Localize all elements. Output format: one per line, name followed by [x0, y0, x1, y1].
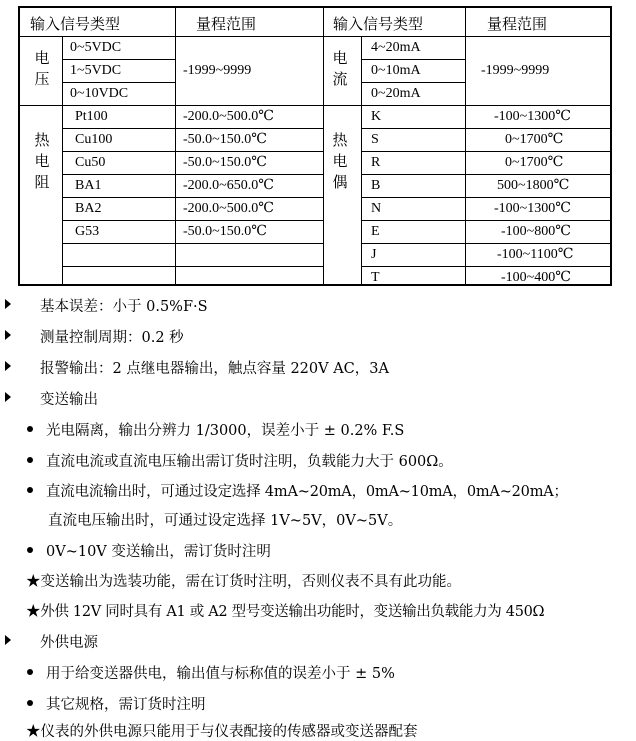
spec-basic-error: 基本误差：小于 0.5%F·S [40, 299, 208, 315]
rtd-type-1: Pt100 [75, 109, 108, 124]
tc-range-6: -100~800℃ [501, 224, 571, 239]
rtd-range-2: -50.0~150.0℃ [183, 132, 267, 147]
group-current-text: 电流 [332, 49, 348, 88]
power-item-2: 其它规格，需订货时注明 [46, 697, 206, 713]
tc-type-6: E [371, 224, 380, 239]
group-current-label [330, 48, 350, 90]
header-input-left: 输入信号类型 [30, 15, 121, 33]
current-signal-3: 0~20mA [371, 86, 421, 101]
header-input-right: 输入信号类型 [333, 15, 424, 33]
bullet-dot-icon [27, 426, 33, 432]
bullet-triangle-icon [5, 635, 11, 645]
group-rtd-text: 热电阻 [34, 131, 50, 191]
tc-range-7: -100~1100℃ [497, 247, 574, 262]
spec-cycle: 测量控制周期：0.2 秒 [40, 330, 184, 346]
bullet-triangle-icon [5, 392, 11, 402]
rtd-type-3: Cu50 [75, 155, 106, 170]
tc-type-2: S [371, 132, 379, 147]
group-rtd-label [32, 130, 52, 193]
input-signal-table [18, 6, 612, 286]
header-range-left: 量程范围 [196, 15, 257, 33]
transmit-note-1: ★变送输出为选装功能，需在订货时注明，否则仪表不具有此功能。 [26, 574, 461, 590]
current-range: -1999~9999 [481, 63, 550, 78]
transmit-item-2: 直流电流或直流电压输出需订货时注明，负载能力大于 600Ω。 [46, 454, 453, 470]
spec-alarm: 报警输出：2 点继电器输出，触点容量 220V AC，3A [40, 361, 389, 377]
current-signal-2: 0~10mA [371, 63, 421, 78]
header-range-right: 量程范围 [487, 15, 548, 33]
tc-type-4: B [371, 178, 381, 193]
tc-type-5: N [371, 201, 382, 216]
power-item-1: 用于给变送器供电，输出值与标称值的误差小于 ± 5% [46, 666, 395, 682]
rtd-range-3: -50.0~150.0℃ [183, 155, 267, 170]
current-signal-1: 4~20mA [371, 40, 421, 55]
rtd-range-4: -200.0~650.0℃ [183, 178, 274, 193]
tc-range-3: 0~1700℃ [505, 155, 564, 170]
rtd-range-6: -50.0~150.0℃ [183, 224, 267, 239]
spec-transmit-title: 变送输出 [40, 392, 98, 408]
rtd-type-6: G53 [75, 224, 100, 239]
spec-power-title: 外供电源 [40, 635, 98, 651]
transmit-item-4: 0V~10V 变送输出，需订货时注明 [46, 544, 271, 560]
rtd-type-5: BA2 [75, 201, 102, 216]
voltage-signal-3: 0~10VDC [70, 86, 129, 101]
transmit-item-3b: 直流电压输出时，可通过设定选择 1V~5V，0V~5V。 [48, 513, 403, 529]
bullet-triangle-icon [5, 361, 11, 371]
bullet-triangle-icon [5, 330, 11, 340]
group-voltage-label [32, 48, 52, 90]
rtd-range-1: -200.0~500.0℃ [183, 109, 274, 124]
rtd-type-4: BA1 [75, 178, 102, 193]
tc-range-5: -100~1300℃ [494, 201, 571, 216]
bullet-dot-icon [27, 700, 33, 706]
transmit-note-2: ★外供 12V 同时具有 A1 或 A2 型号变送输出功能时，变送输出负载能力为 450Ω [26, 604, 545, 620]
voltage-signal-2: 1~5VDC [70, 63, 122, 78]
tc-type-1: K [371, 109, 382, 124]
tc-type-3: R [371, 155, 381, 170]
voltage-range: -1999~9999 [183, 63, 252, 78]
bullet-dot-icon [27, 669, 33, 675]
tc-type-8: T [371, 270, 380, 285]
group-thermocouple-text: 热电偶 [332, 131, 348, 191]
bullet-triangle-icon [5, 299, 11, 309]
transmit-item-1: 光电隔离，输出分辨力 1/3000，误差小于 ± 0.2% F.S [46, 423, 405, 439]
voltage-signal-1: 0~5VDC [70, 40, 122, 55]
bullet-dot-icon [27, 547, 33, 553]
group-voltage-text: 电压 [34, 49, 50, 88]
tc-range-2: 0~1700℃ [505, 132, 564, 147]
bullet-dot-icon [27, 487, 33, 493]
tc-type-7: J [371, 247, 377, 262]
bullet-dot-icon [27, 457, 33, 463]
rtd-range-5: -200.0~500.0℃ [183, 201, 274, 216]
group-thermocouple-label [330, 130, 350, 193]
power-note: ★仪表的外供电源只能用于与仪表配接的传感器或变送器配套 [26, 724, 418, 740]
tc-range-1: -100~1300℃ [494, 109, 571, 124]
tc-range-4: 500~1800℃ [497, 178, 570, 193]
rtd-type-2: Cu100 [75, 132, 113, 147]
transmit-item-3: 直流电流输出时，可通过设定选择 4mA~20mA，0mA~10mA，0mA~20mA； [46, 484, 568, 500]
tc-range-8: -100~400℃ [501, 270, 571, 285]
